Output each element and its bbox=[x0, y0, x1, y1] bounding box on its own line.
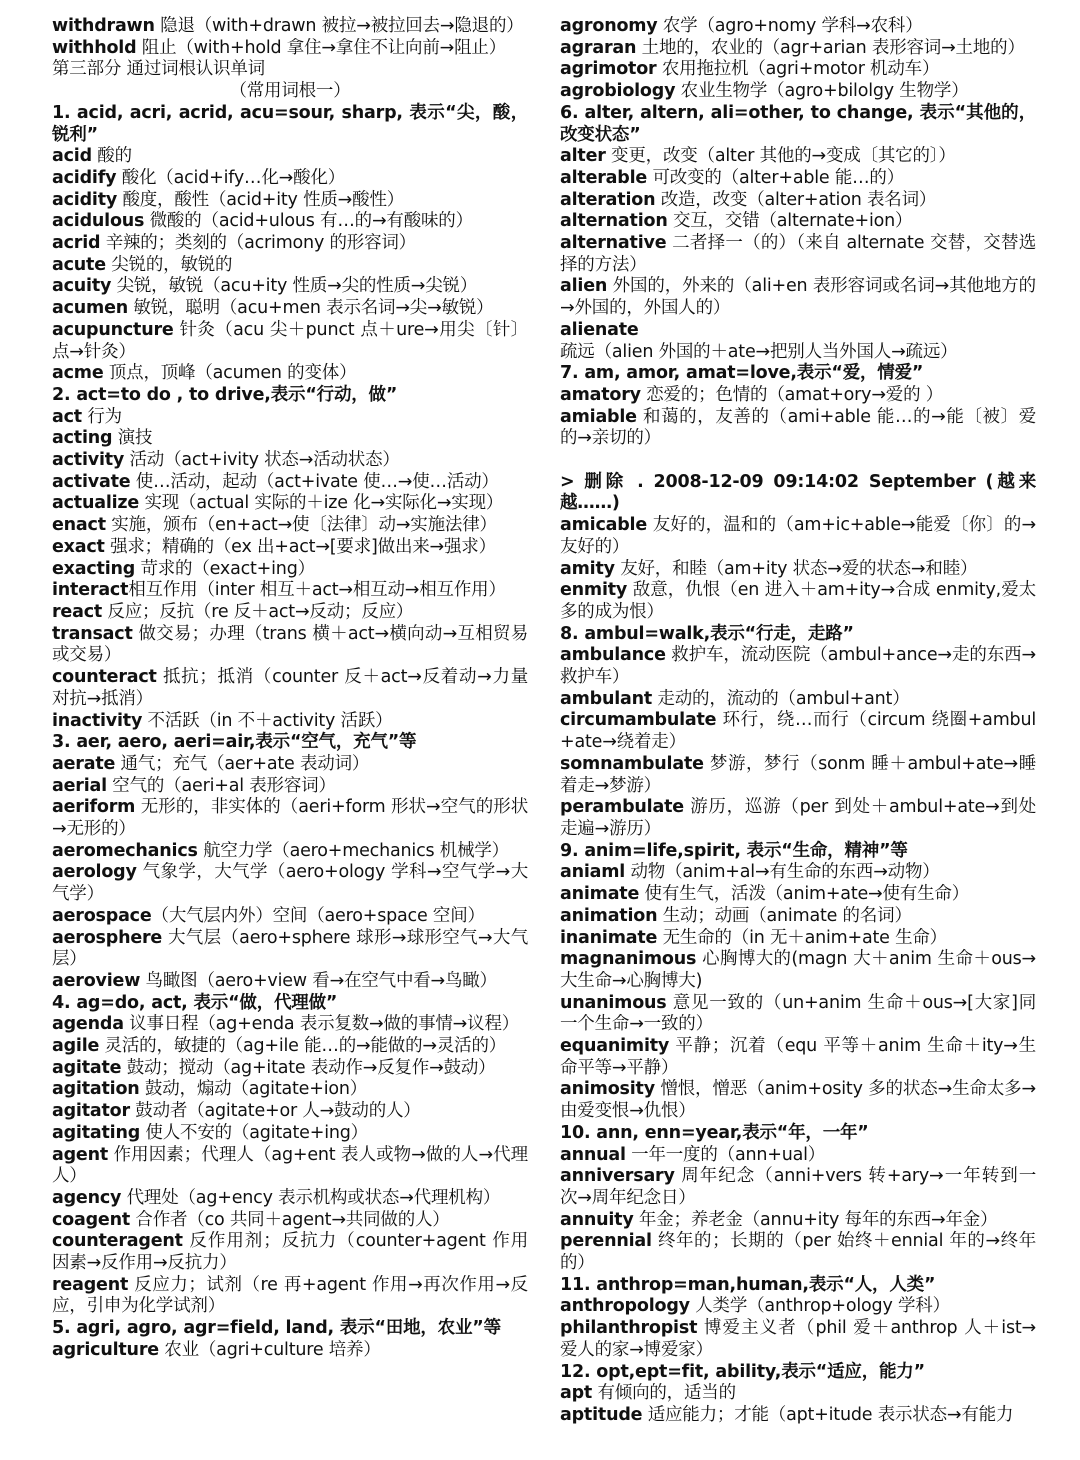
word-entry bbox=[52, 255, 528, 277]
definition: 人类学（anthrop+ology 学科） bbox=[689, 1296, 950, 1317]
headword: aniaml bbox=[560, 862, 626, 883]
word-entry bbox=[560, 928, 1036, 950]
word-entry bbox=[52, 190, 528, 212]
definition: 农学（agro+nomy 学科→农科） bbox=[657, 16, 923, 36]
definition: 作用因素；代理人（ag+ent 表人或物→做的人→代理人） bbox=[52, 1144, 528, 1187]
word-entry bbox=[52, 450, 528, 472]
word-entry bbox=[560, 559, 1036, 581]
word-entry bbox=[560, 1296, 1036, 1318]
word-entry bbox=[52, 428, 528, 450]
headword: equanimity bbox=[560, 1036, 670, 1057]
definition: 反应；反抗（re 反＋act→反动；反应） bbox=[102, 601, 414, 622]
definition: 环行，绕…而行（circum 绕圈+ambul+ate→绕着走） bbox=[560, 710, 1036, 753]
headword: amicable bbox=[560, 515, 648, 536]
headword: agent bbox=[52, 1144, 109, 1165]
definition: 救护车，流动医院（ambul+ance→走的东西→救护车） bbox=[560, 645, 1036, 688]
definition: 强求；精确的（ex 出+act→[要求]做出来→强求） bbox=[104, 536, 496, 557]
word-entry bbox=[560, 16, 1036, 38]
headword: aeriform bbox=[52, 797, 136, 818]
headword: activate bbox=[52, 471, 131, 492]
headword: perambulate bbox=[560, 797, 684, 818]
headword: anniversary bbox=[560, 1166, 675, 1187]
root-heading: 12. opt,ept=fit, ability,表示“适应，能力” bbox=[560, 1361, 925, 1382]
definition: 酸化（acid+ify…化→酸化） bbox=[116, 167, 346, 188]
definition: 疏远（alien 外国的＋ate→把别人当外国人→疏远） bbox=[560, 341, 958, 362]
word-entry bbox=[52, 624, 528, 667]
word-entry bbox=[52, 1188, 528, 1210]
root-heading: 1. acid, acri, acrid, acu=sour, sharp, 表示“尖，酸，锐利” bbox=[52, 102, 528, 145]
headword: acid bbox=[52, 146, 92, 167]
definition: 友好的，温和的（am+ic+able→能爱〔你〕的→友好的） bbox=[560, 515, 1036, 557]
word-entry bbox=[52, 1036, 528, 1058]
word-entry bbox=[560, 797, 1036, 840]
headword: annual bbox=[560, 1144, 626, 1165]
word-entry bbox=[560, 862, 1036, 884]
definition: 交互，交错（alternate+ion） bbox=[667, 211, 913, 232]
root-heading: 8. ambul=walk,表示“行走，走路” bbox=[560, 623, 854, 644]
definition: 使…活动，起动（act+ivate 使…→使…活动） bbox=[130, 471, 499, 492]
word-entry bbox=[52, 1014, 528, 1036]
headword: animate bbox=[560, 884, 640, 905]
word-entry bbox=[52, 928, 528, 971]
definition: 敏锐，聪明（acu+men 表示名词→尖→敏锐） bbox=[128, 298, 494, 319]
definition: 通气；充气（aer+ate 表动词） bbox=[115, 753, 370, 774]
word-entry bbox=[560, 276, 1036, 319]
headword: react bbox=[52, 601, 103, 622]
word-entry bbox=[52, 906, 528, 928]
root-heading: 10. ann, enn=year,表示“年，一年” bbox=[560, 1122, 869, 1143]
word-entry bbox=[52, 493, 528, 515]
definition: 阻止（with+hold 拿住→拿住不让向前→阻止） bbox=[136, 37, 507, 58]
headword: alter bbox=[560, 146, 606, 167]
word-entry bbox=[52, 754, 528, 776]
definition: 使人不安的（agitate+ing） bbox=[140, 1122, 368, 1143]
headword: acute bbox=[52, 254, 106, 275]
word-entry bbox=[560, 385, 1036, 407]
definition: 反作用剂；反抗力（counter+agent 作用因素→反作用→反抗力） bbox=[52, 1231, 528, 1274]
definition: 一年一度的（ann+ual） bbox=[625, 1144, 826, 1165]
root-heading: 7. am, amor, amat=love,表示“爱，情爱” bbox=[560, 363, 924, 384]
definition: 航空力学（aero+mechanics 机械学） bbox=[197, 840, 509, 861]
definition: 酸的 bbox=[91, 146, 132, 167]
headword: perennial bbox=[560, 1231, 652, 1252]
headword: acme bbox=[52, 363, 104, 384]
definition: 适应能力；才能（apt+itude 表示状态→有能力 bbox=[642, 1404, 1014, 1425]
definition: 和蔼的，友善的（ami+able 能…的→能〔被〕爱的→亲切的） bbox=[560, 406, 1036, 449]
headword: agraran bbox=[560, 37, 637, 58]
definition: 鼓动者（agitate+or 人→鼓动的人） bbox=[129, 1101, 421, 1122]
definition: 实现（actual 实际的＋ize 化→实际化→实现） bbox=[139, 493, 504, 514]
headword: aerate bbox=[52, 753, 116, 774]
word-entry bbox=[52, 211, 528, 233]
word-entry bbox=[52, 841, 528, 863]
headword: withhold bbox=[52, 37, 137, 58]
root-heading: 11. anthrop=man,human,表示“人，人类” bbox=[560, 1274, 936, 1295]
word-entry bbox=[560, 1383, 1036, 1405]
headword: magnanimous bbox=[560, 949, 697, 970]
word-entry bbox=[52, 862, 528, 905]
root-heading: 3. aer, aero, aeri=air,表示“空气，充气”等 bbox=[52, 732, 417, 753]
word-entry bbox=[560, 993, 1036, 1036]
definition: 苛求的（exact+ing） bbox=[135, 558, 315, 579]
definition: 有倾向的，适当的 bbox=[592, 1383, 736, 1404]
definition: 恋爱的；色情的（amat+ory→爱的 ） bbox=[640, 384, 944, 405]
definition: 动物（anim+al→有生命的东西→动物） bbox=[625, 862, 940, 883]
word-entry bbox=[560, 1036, 1036, 1079]
word-entry bbox=[52, 1231, 528, 1274]
word-entry bbox=[52, 1079, 528, 1101]
definition: 敌意，仇恨（en 进入＋am+ity→合成 enmity,爱太多的成为恨） bbox=[560, 580, 1036, 622]
definition: 议事日程（ag+enda 表示复数→做的事情→议程） bbox=[123, 1014, 520, 1035]
definition: 生动；动画（animate 的名词） bbox=[657, 905, 912, 926]
word-entry bbox=[52, 971, 528, 993]
definition: 无形的，非实体的（aeri+form 形状→空气的形状→无形的） bbox=[52, 797, 528, 840]
headword: ambulant bbox=[560, 688, 653, 709]
headword: counteract bbox=[52, 667, 157, 688]
headword: aptitude bbox=[560, 1404, 643, 1425]
word-entry bbox=[560, 146, 1036, 168]
definition: 反应力；试剂（re 再+agent 作用→再次作用→反应，引申为化学试剂） bbox=[52, 1274, 528, 1317]
headword: withdrawn bbox=[52, 16, 155, 36]
definition: 气象学，大气学（aero+ology 学科→空气学→大气学） bbox=[52, 862, 528, 905]
word-entry bbox=[52, 1340, 528, 1362]
word-entry bbox=[52, 168, 528, 190]
headword: exacting bbox=[52, 558, 136, 579]
definition: 二者择一（的）（来自 alternate 交替，交替选择的方法） bbox=[560, 233, 1036, 275]
left-column bbox=[52, 16, 528, 1460]
word-entry bbox=[52, 146, 528, 168]
definition: 农业（agri+culture 培养） bbox=[158, 1339, 381, 1360]
headword: somnambulate bbox=[560, 753, 704, 774]
headword: aerosphere bbox=[52, 927, 163, 948]
definition: 微酸的（acid+ulous 有…的→有酸味的） bbox=[144, 211, 473, 232]
definition: 可改变的（alter+able 能…的） bbox=[647, 167, 905, 188]
definition: （大气层内外）空间（aero+space 空间） bbox=[151, 905, 485, 926]
headword: alienate bbox=[560, 319, 639, 340]
headword: agriculture bbox=[52, 1339, 159, 1360]
word-entry bbox=[52, 1145, 528, 1188]
headword: aerology bbox=[52, 862, 137, 883]
word-entry bbox=[52, 363, 528, 385]
headword: act bbox=[52, 406, 82, 427]
definition: 憎恨，憎恶（anim+osity 多的状态→生命太多→由爱变恨→仇恨） bbox=[560, 1079, 1036, 1122]
word-entry bbox=[52, 515, 528, 537]
root-heading: 2. act=to do , to drive,表示“行动，做” bbox=[52, 384, 398, 405]
headword: agency bbox=[52, 1187, 122, 1208]
word-entry bbox=[52, 580, 528, 602]
word-entry bbox=[560, 81, 1036, 103]
headword: activity bbox=[52, 450, 125, 471]
definition: 隐退（with+drawn 被拉→被拉回去→隐退的） bbox=[154, 16, 524, 36]
headword: agitator bbox=[52, 1101, 130, 1122]
definition: 针灸（acu 尖＋punct 点＋ure→用尖〔针〕点→针灸） bbox=[52, 319, 528, 362]
headword: agitation bbox=[52, 1079, 140, 1100]
word-entry bbox=[52, 667, 528, 710]
word-entry bbox=[560, 320, 1036, 363]
definition: 鼓动，煽动（agitate+ion） bbox=[139, 1079, 368, 1100]
definition: 无生命的（in 无＋anim+ate 生命） bbox=[657, 927, 947, 948]
word-entry bbox=[560, 38, 1036, 60]
definition: 不活跃（in 不＋activity 活跃） bbox=[142, 710, 393, 731]
definition: 外国的，外来的（ali+en 表形容词或名词→其他地方的→外国的，外国人的） bbox=[560, 276, 1036, 319]
headword: aeroview bbox=[52, 970, 141, 991]
word-entry bbox=[560, 906, 1036, 928]
root-heading: 4. ag=do, act, 表示“做，代理做” bbox=[52, 992, 338, 1013]
word-entry bbox=[560, 645, 1036, 688]
headword: aerial bbox=[52, 775, 107, 796]
definition: 平静；沉着（equ 平等＋anim 生命＋ity→生命平等→平静） bbox=[560, 1036, 1036, 1078]
headword: alien bbox=[560, 276, 608, 297]
headword: agitating bbox=[52, 1122, 141, 1143]
headword: amity bbox=[560, 558, 615, 579]
headword: amatory bbox=[560, 384, 641, 405]
word-entry bbox=[52, 776, 528, 798]
headword: agenda bbox=[52, 1014, 124, 1035]
word-entry bbox=[52, 298, 528, 320]
definition: 鸟瞰图（aero+view 看→在空气中看→鸟瞰） bbox=[140, 970, 497, 991]
definition: 友好，和睦（am+ity 状态→爱的状态→和睦） bbox=[614, 558, 978, 579]
definition: 相互作用（inter 相互＋act→相互动→相互作用） bbox=[128, 580, 506, 601]
headword: aerospace bbox=[52, 905, 152, 926]
definition: 抵抗；抵消（counter 反＋act→反着动→力量对抗→抵消） bbox=[52, 667, 528, 709]
headword: alternative bbox=[560, 233, 667, 254]
root-heading: 6. alter, altern, ali=other, to change, 表示“其他的，改变状态” bbox=[560, 102, 1036, 145]
word-entry bbox=[560, 59, 1036, 81]
definition: 游历，巡游（per 到处＋ambul+ate→到处走遍→游历） bbox=[560, 797, 1036, 839]
root-heading: > 删除 . 2008-12-09 09:14:02 September (越来越……) bbox=[560, 471, 1036, 514]
definition: 实施，颁布（en+act→使〔法律〕动→实施法律） bbox=[105, 515, 497, 536]
headword: aeromechanics bbox=[52, 840, 198, 861]
definition: 走动的，流动的（ambul+ant） bbox=[652, 688, 910, 709]
word-entry bbox=[560, 580, 1036, 623]
definition: 农业生物学（agro+bilolgy 生物学） bbox=[675, 81, 969, 102]
word-entry bbox=[560, 168, 1036, 190]
definition: 酸度，酸性（acid+ity 性质→酸性） bbox=[117, 189, 405, 210]
headword: interact bbox=[52, 580, 129, 601]
word-entry bbox=[560, 233, 1036, 276]
headword: circumambulate bbox=[560, 710, 717, 731]
definition: 变更，改变（alter 其他的→变成〔其它的〕） bbox=[605, 146, 956, 167]
definition: 尖锐的，敏锐的 bbox=[105, 254, 233, 275]
headword: enact bbox=[52, 515, 106, 536]
word-entry bbox=[52, 276, 528, 298]
definition: 辛辣的；类刻的（acrimony 的形容词） bbox=[100, 233, 416, 254]
word-entry bbox=[560, 1166, 1036, 1209]
headword: inanimate bbox=[560, 927, 658, 948]
word-entry bbox=[52, 472, 528, 494]
headword: exact bbox=[52, 536, 105, 557]
word-entry bbox=[52, 559, 528, 581]
word-entry bbox=[560, 1405, 1036, 1427]
word-entry bbox=[560, 407, 1036, 450]
definition: 演技 bbox=[112, 428, 153, 449]
headword: animation bbox=[560, 905, 658, 926]
definition: 尖锐，敏锐（acu+ity 性质→尖的性质→尖锐） bbox=[111, 276, 478, 297]
headword: alterable bbox=[560, 167, 648, 188]
definition: 灵活的，敏捷的（ag+ile 能…的→能做的→灵活的） bbox=[99, 1036, 507, 1057]
word-entry bbox=[560, 710, 1036, 753]
headword: counteragent bbox=[52, 1231, 183, 1252]
headword: transact bbox=[52, 623, 133, 644]
headword: animosity bbox=[560, 1079, 655, 1100]
definition: 周年纪念（anni+vers 转+ary→一年转到一次→周年纪念日） bbox=[560, 1166, 1036, 1208]
headword: philanthropist bbox=[560, 1318, 698, 1339]
word-entry bbox=[560, 1318, 1036, 1361]
root-heading: 5. agri, agro, agr=field, land, 表示“田地，农业”等 bbox=[52, 1318, 501, 1339]
word-entry bbox=[52, 320, 528, 363]
headword: alteration bbox=[560, 189, 656, 210]
word-entry bbox=[52, 711, 528, 733]
word-entry bbox=[52, 797, 528, 840]
definition: 使有生气，活泼（anim+ate→使有生命） bbox=[639, 884, 970, 905]
definition: 意见一致的（un+anim 生命＋ous→[大家]同一个生命→一致的） bbox=[560, 992, 1036, 1035]
definition: 博爱主义者（phil 爱＋anthrop 人＋ist→爱人的家→博爱家） bbox=[560, 1318, 1036, 1360]
headword: ambulance bbox=[560, 645, 666, 666]
headword: amiable bbox=[560, 406, 637, 427]
headword: annuity bbox=[560, 1209, 634, 1230]
word-entry bbox=[560, 949, 1036, 992]
right-column bbox=[560, 16, 1036, 1460]
headword: agrobiology bbox=[560, 81, 676, 102]
word-entry bbox=[52, 407, 528, 429]
headword: acidity bbox=[52, 189, 118, 210]
word-entry bbox=[560, 1145, 1036, 1167]
blank-line bbox=[560, 450, 1036, 472]
definition: 改造，改变（alter+ation 表名词） bbox=[655, 189, 937, 210]
definition: 终年的；长期的（per 始终＋ennial 年的→终年的） bbox=[560, 1231, 1036, 1274]
headword: acrid bbox=[52, 233, 101, 254]
word-entry bbox=[560, 1210, 1036, 1232]
root-heading: 9. anim=life,spirit, 表示“生命，精神”等 bbox=[560, 840, 908, 861]
word-entry bbox=[560, 689, 1036, 711]
word-entry bbox=[52, 1058, 528, 1080]
headword: enmity bbox=[560, 580, 628, 601]
word-entry bbox=[560, 1231, 1036, 1274]
section-heading: （常用词根一） bbox=[229, 81, 351, 102]
headword: acupuncture bbox=[52, 319, 174, 340]
headword: acumen bbox=[52, 298, 129, 319]
definition: 鼓动；搅动（ag+itate 表动作→反复作→鼓动） bbox=[121, 1057, 496, 1078]
word-entry bbox=[560, 211, 1036, 233]
headword: coagent bbox=[52, 1209, 131, 1230]
word-entry bbox=[560, 190, 1036, 212]
headword: anthropology bbox=[560, 1296, 690, 1317]
headword: agitate bbox=[52, 1057, 122, 1078]
word-entry bbox=[52, 16, 528, 38]
headword: acidulous bbox=[52, 211, 145, 232]
headword: acidify bbox=[52, 167, 117, 188]
headword: agile bbox=[52, 1036, 100, 1057]
headword: acting bbox=[52, 428, 113, 449]
definition: 行为 bbox=[81, 406, 122, 427]
headword: alternation bbox=[560, 211, 668, 232]
definition: 梦游，梦行（sonm 睡＋ambul+ate→睡着走→梦游） bbox=[560, 753, 1036, 796]
definition: 顶点，顶峰（acumen 的变体） bbox=[103, 363, 357, 384]
definition: 年金；养老金（annu+ity 每年的东西→年金） bbox=[633, 1209, 998, 1230]
word-entry bbox=[52, 233, 528, 255]
word-entry bbox=[560, 515, 1036, 558]
definition: 土地的，农业的（agr+arian 表形容词→土地的） bbox=[636, 37, 1025, 58]
headword: actualize bbox=[52, 493, 140, 514]
headword: agronomy bbox=[560, 16, 658, 36]
definition: 空气的（aeri+al 表形容词） bbox=[106, 775, 336, 796]
definition: 大气层（aero+sphere 球形→球形空气→大气层） bbox=[52, 927, 528, 970]
word-entry bbox=[52, 1123, 528, 1145]
word-entry bbox=[560, 884, 1036, 906]
word-entry bbox=[52, 1101, 528, 1123]
headword: apt bbox=[560, 1383, 593, 1404]
definition: 合作者（co 共同＋agent→共同做的人） bbox=[130, 1209, 450, 1230]
word-entry bbox=[52, 537, 528, 559]
word-entry bbox=[52, 38, 528, 60]
headword: unanimous bbox=[560, 992, 667, 1013]
section-heading: 第三部分 通过词根认识单词 bbox=[52, 59, 265, 80]
headword: inactivity bbox=[52, 710, 143, 731]
definition: 代理处（ag+ency 表示机构或状态→代理机构） bbox=[121, 1187, 501, 1208]
word-entry bbox=[52, 1275, 528, 1318]
headword: reagent bbox=[52, 1274, 129, 1295]
definition: 活动（act+ivity 状态→活动状态） bbox=[124, 450, 400, 471]
word-entry bbox=[52, 1210, 528, 1232]
headword: acuity bbox=[52, 276, 112, 297]
headword: agrimotor bbox=[560, 59, 657, 80]
word-entry bbox=[52, 602, 528, 624]
definition: 做交易；办理（trans 横＋act→横向动→互相贸易或交易） bbox=[52, 623, 528, 666]
definition: 心胸博大的(magn 大＋anim 生命＋ous→大生命→心胸博大) bbox=[560, 949, 1036, 991]
word-entry bbox=[560, 754, 1036, 797]
definition: 农用拖拉机（agri+motor 机动车） bbox=[656, 59, 940, 80]
word-entry bbox=[560, 1079, 1036, 1122]
